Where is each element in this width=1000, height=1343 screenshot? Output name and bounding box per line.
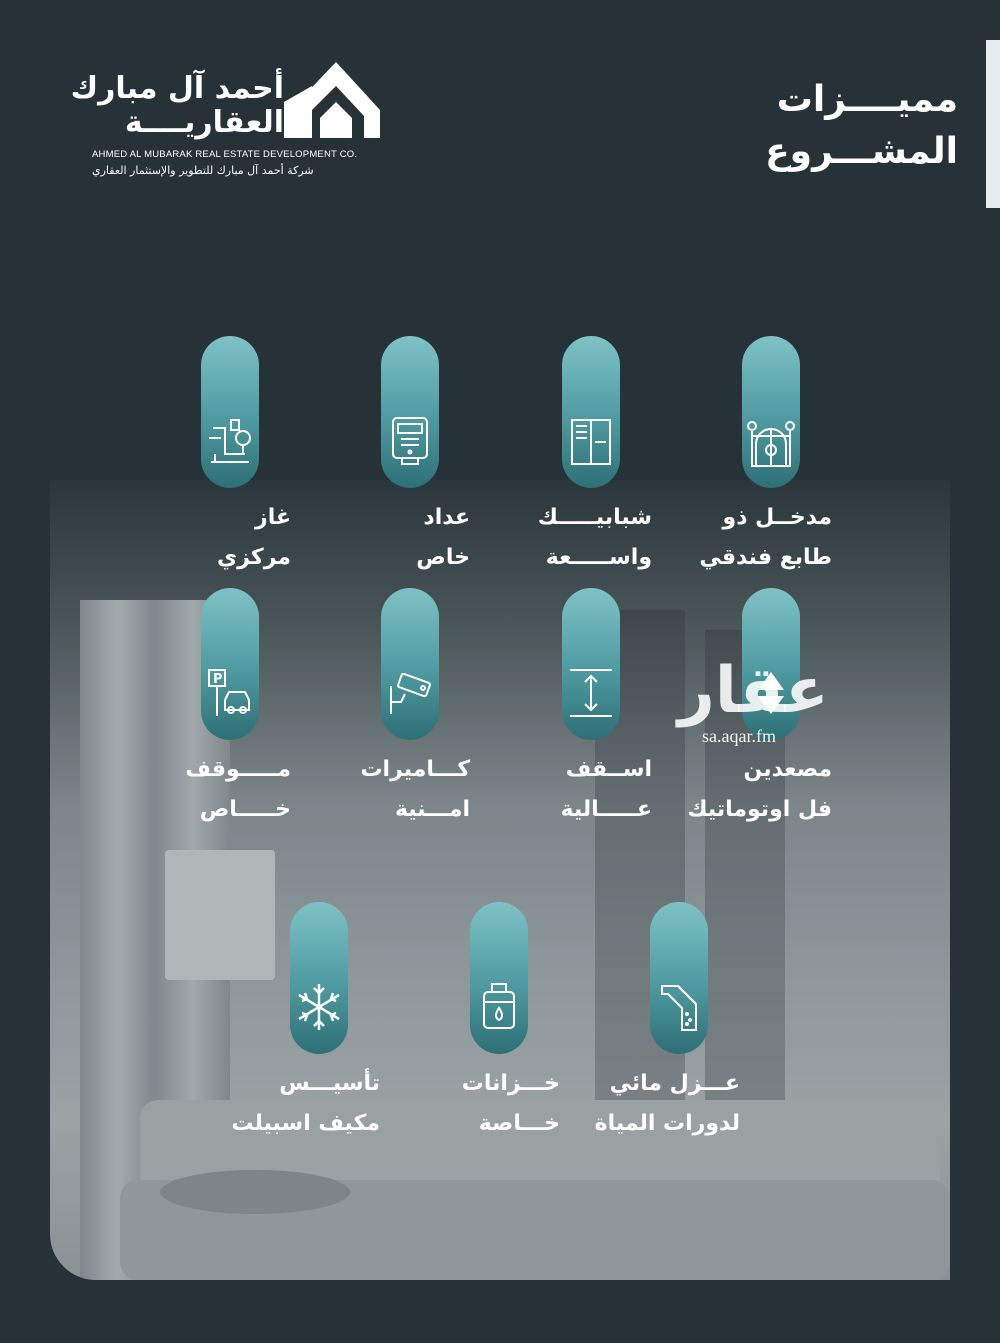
coffee-table	[160, 1170, 350, 1214]
feature-title: شبابيـــــك	[537, 505, 652, 530]
feature-pill	[290, 902, 348, 1054]
feature-pill	[742, 336, 800, 488]
logo-arabic-subtitle: شركة أحمد آل مبارك للتطوير والإستثمار العقاري	[92, 164, 314, 177]
feature-label	[590, 1064, 740, 1144]
waterproof-icon	[654, 980, 704, 1034]
feature-title: تأسيـــس	[279, 1071, 380, 1096]
feature-pill	[562, 588, 620, 740]
window-icon	[566, 414, 616, 468]
feature-label	[141, 498, 291, 578]
logo-name	[71, 72, 284, 140]
watermark-arabic: عقار	[678, 654, 829, 728]
feature-title: مـــــوقف	[185, 757, 291, 782]
feature-label	[230, 1064, 380, 1144]
feature-subtitle: خـــاصة	[478, 1111, 560, 1136]
feature-pill	[201, 336, 259, 488]
feature-label	[682, 750, 832, 830]
gate-icon	[746, 414, 796, 468]
title-line2: المشـــروع	[765, 131, 958, 172]
feature-subtitle: لدورات المياة	[594, 1111, 740, 1136]
living-room-photo	[50, 480, 950, 1280]
company-logo	[70, 62, 388, 182]
feature-subtitle: مكيف اسبيلت	[231, 1111, 380, 1136]
feature-subtitle: طابع فندقي	[699, 545, 832, 570]
feature-title: كـــاميرات	[360, 757, 470, 782]
logo-mark-icon	[284, 62, 380, 138]
water-tank-icon	[474, 980, 524, 1034]
feature-label	[502, 498, 652, 578]
logo-english-name: AHMED AL MUBARAK REAL ESTATE DEVELOPMENT CO.	[92, 149, 358, 160]
feature-pill	[470, 902, 528, 1054]
feature-title: غاز	[255, 505, 291, 530]
gas-pipe-icon	[205, 414, 255, 468]
lamp-shade	[165, 850, 275, 980]
feature-label	[141, 750, 291, 830]
title-line1: مميــــزات	[776, 79, 958, 120]
feature-title: خـــزانات	[461, 1071, 560, 1096]
page-title	[765, 74, 958, 178]
feature-title: عداد	[423, 505, 470, 530]
aqar-watermark	[668, 656, 828, 752]
feature-pill	[201, 588, 259, 740]
feature-subtitle: مركزي	[217, 545, 291, 570]
feature-title: اســقف	[565, 757, 652, 782]
feature-title: مصعدين	[743, 757, 832, 782]
feature-label	[410, 1064, 560, 1144]
logo-name-line1: أحمد آل مبارك	[70, 71, 284, 106]
svg-text:P: P	[213, 672, 223, 687]
meter-icon	[385, 414, 435, 468]
accent-bar	[986, 40, 1000, 208]
feature-label	[320, 498, 470, 578]
feature-label	[682, 498, 832, 578]
snowflake-icon	[294, 980, 344, 1034]
feature-label	[320, 750, 470, 830]
feature-subtitle: امـــنية	[394, 797, 470, 822]
feature-label	[502, 750, 652, 830]
feature-subtitle: واســـــعة	[545, 545, 652, 570]
feature-pill	[650, 902, 708, 1054]
parking-icon	[205, 666, 255, 720]
high-ceiling-icon	[566, 666, 616, 720]
feature-subtitle: خـــــاص	[199, 797, 291, 822]
feature-pill	[562, 336, 620, 488]
feature-pill	[381, 588, 439, 740]
feature-title: مدخــل ذو	[722, 505, 832, 530]
feature-title: عـــزل مائي	[609, 1071, 740, 1096]
security-camera-icon	[385, 666, 435, 720]
feature-subtitle: عـــــالية	[560, 797, 652, 822]
feature-subtitle: فل اوتوماتيك	[687, 797, 832, 822]
logo-name-line2: العقاريــــة	[124, 105, 284, 140]
feature-pill	[381, 336, 439, 488]
feature-subtitle: خاص	[416, 545, 470, 570]
watermark-url: sa.aqar.fm	[702, 726, 776, 746]
